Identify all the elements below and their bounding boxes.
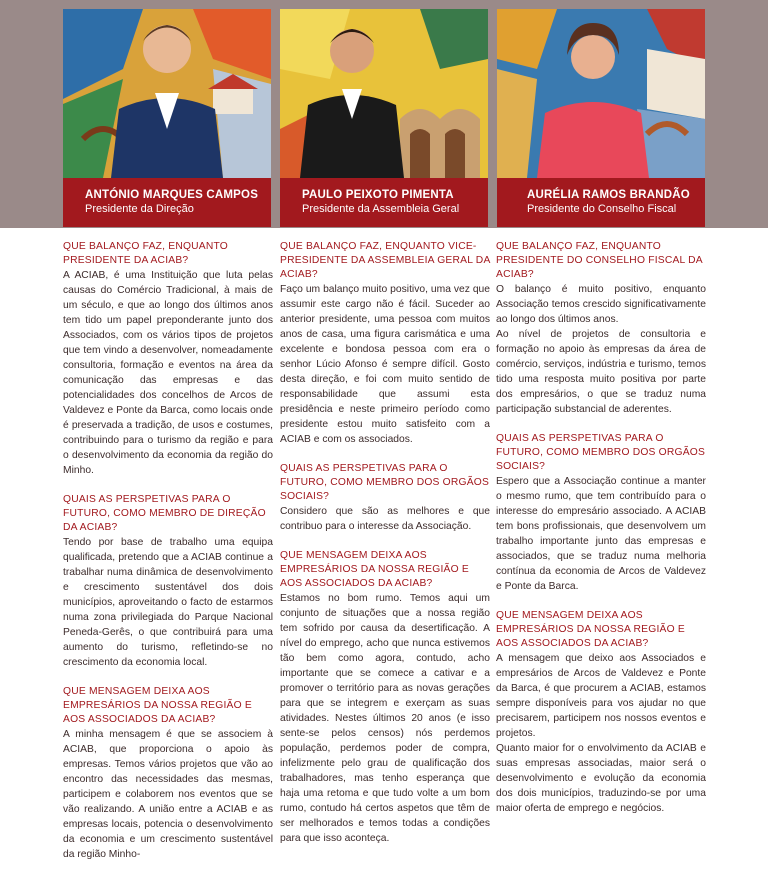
profile-card-president-direction: [63, 9, 271, 227]
answer-text: A ACIAB, é uma Instituição que luta pelas causas do Comércio Tradicional, à mais de um século, e que ao longo dos últimos anos tem tido um papel preponderante junto dos Associados, com os vários tipos de projetos que tem vindo a desenvolver, nomeadamente consultoria, formação e eventos na área da comunicação das empresas e das potencialidades dos concelhos de Arcos de Valdevez e Ponte da Barca, como locais onde é preservada a tradição, de usos e costumes, contribuindo para o turismo da região e para o desenvolvimento da economia da região do Minho.: [63, 270, 273, 476]
question-heading: QUE MENSAGEM DEIXA AOS EMPRESÁRIOS DA NOSSA REGIÃO E AOS ASSOCIADOS DA ACIAB?: [280, 550, 469, 589]
caption-box: [497, 178, 705, 227]
person-role: Presidente da Direção: [85, 203, 194, 215]
portrait-photo: [497, 9, 705, 178]
answer-text: Espero que a Associação continue a manter o mesmo rumo, que tem contribuído para o interesse do empresário associado. A ACIAB tem bons profissionais, que desenvolvem um trabalho importante junto das empresas e associados, que se traduz numa melhoria contínua da economia de Arcos de Valdevez e Ponte da Barca.: [496, 476, 706, 592]
interview-column-3: [496, 240, 706, 831]
question-heading: QUAIS AS PERSPETIVAS PARA O FUTURO, COMO MEMBRO DE DIREÇÃO DA ACIAB?: [63, 494, 266, 533]
interview-column-2: [280, 240, 490, 861]
person-role: Presidente da Assembleia Geral: [302, 203, 460, 215]
answer-text: Tendo por base de trabalho uma equipa qualificada, pretendo que a ACIAB continue a trabalhar numa dinâmica de desenvolvimento e crescimento sustentável dos dois municípios, aproveitando o facto de estarmos numa zona privilegiada do Parque Nacional Peneda-Gerês, o que contribuirá para uma aumento do turismo, refletindo-se no crescimento da economia local.: [63, 537, 273, 668]
answer-text: Considero que são as melhores e que contribuo para o interesse da Associação.: [280, 506, 490, 532]
answer-text: A minha mensagem é que se associem à ACIAB, que proporciona o apoio às empresas. Temos vários projetos que vão ao encontro das necessidades das mesmas, participem e colaborem nos eventos que se vão realizando. A união entre a ACIAB e as empresas locais, potencia o desenvolvimento da economia e um crescimento sustentável da região Minho-: [63, 729, 273, 860]
caption-box: [280, 178, 488, 227]
caption-box: [63, 178, 271, 227]
question-heading: QUE MENSAGEM DEIXA AOS EMPRESÁRIOS DA NOSSA REGIÃO E AOS ASSOCIADOS DA ACIAB?: [63, 686, 252, 725]
portrait-photo: [63, 9, 271, 178]
interview-column-1: [63, 240, 273, 875]
question-heading: QUAIS AS PERSPETIVAS PARA O FUTURO, COMO MEMBRO DOS ORGÃOS SOCIAIS?: [280, 463, 490, 502]
answer-text: A mensagem que deixo aos Associados e empresários de Arcos de Valdevez e Ponte da Barca, é que procurem a ACIAB, estamos sempre disponíveis para vos ajudar no que precisarem, participem nos nossos eventos e projetos. Quanto maior for o envolvimento da ACIAB e suas empresas associadas, maior será o desenvolvimento e evolução da economia dos dois municípios, traduzindo-se por uma maior oferta de emprego e negócios.: [496, 653, 706, 814]
portrait-photo: [280, 9, 488, 178]
answer-text: Estamos no bom rumo. Temos aqui um conjunto de situações que a nossa região tem sofrido por causa da desertificação. A nível do emprego, acho que nunca estivemos tão bem como agora, contudo, acho importante que se comece a cativar e a promover o território para as novas gerações para que se integrem e exerçam as suas atividades. Nestes últimos 20 anos (e isso sente-se pelos censos) nós perdemos população, perdemos poder de compra, infelizmente pelo grau de qualificação dos trabalhadores, mas tenho esperança que haja uma retoma e que tudo volte a um bom rumo, contudo há certos aspetos que têm de ser melhorados e temos todas a condições para que isso aconteça.: [280, 593, 490, 844]
question-heading: QUAIS AS PERSPETIVAS PARA O FUTURO, COMO MEMBRO DOS ORGÃOS SOCIAIS?: [496, 433, 706, 472]
person-name: AURÉLIA RAMOS BRANDÃO: [527, 189, 690, 201]
person-name: ANTÓNIO MARQUES CAMPOS: [85, 189, 259, 201]
person-name: PAULO PEIXOTO PIMENTA: [302, 189, 454, 201]
answer-text: O balanço é muito positivo, enquanto Associação temos crescido significativamente ao longo dos últimos anos. Ao nível de projetos de consultoria e formação no apoio às empresas da área de comércio, serviços, indústria e turismo, temos tido uma resposta muito positiva por parte dos empresários, o que se traduz numa participação substancial de aderentes.: [496, 284, 706, 415]
profile-card-president-fiscal: [497, 9, 705, 227]
profile-card-president-assembly: [280, 9, 488, 227]
person-role: Presidente do Conselho Fiscal: [527, 203, 677, 215]
question-heading: QUE BALANÇO FAZ, ENQUANTO VICE-PRESIDENTE DA ASSEMBLEIA GERAL DA ACIAB?: [280, 241, 490, 280]
answer-text: Faço um balanço muito positivo, uma vez que assumir este cargo não é fácil. Suceder ao anterior presidente, uma pessoa com muitos anos de casa, uma figura carismática e uma excelente e bondosa pessoa com era o senhor Lúcio Afonso é sempre difícil. Gosto desta direção, e foi com muito sentido de responsabilidade que assumi esta presidência e neste primeiro período como presidente estou muito satisfeito com a ACIAB e com os associados.: [280, 284, 490, 445]
question-heading: QUE BALANÇO FAZ, ENQUANTO PRESIDENTE DO CONSELHO FISCAL DA ACIAB?: [496, 241, 703, 280]
question-heading: QUE BALANÇO FAZ, ENQUANTO PRESIDENTE DA ACIAB?: [63, 241, 229, 266]
question-heading: QUE MENSAGEM DEIXA AOS EMPRESÁRIOS DA NOSSA REGIÃO E AOS ASSOCIADOS DA ACIAB?: [496, 610, 685, 649]
